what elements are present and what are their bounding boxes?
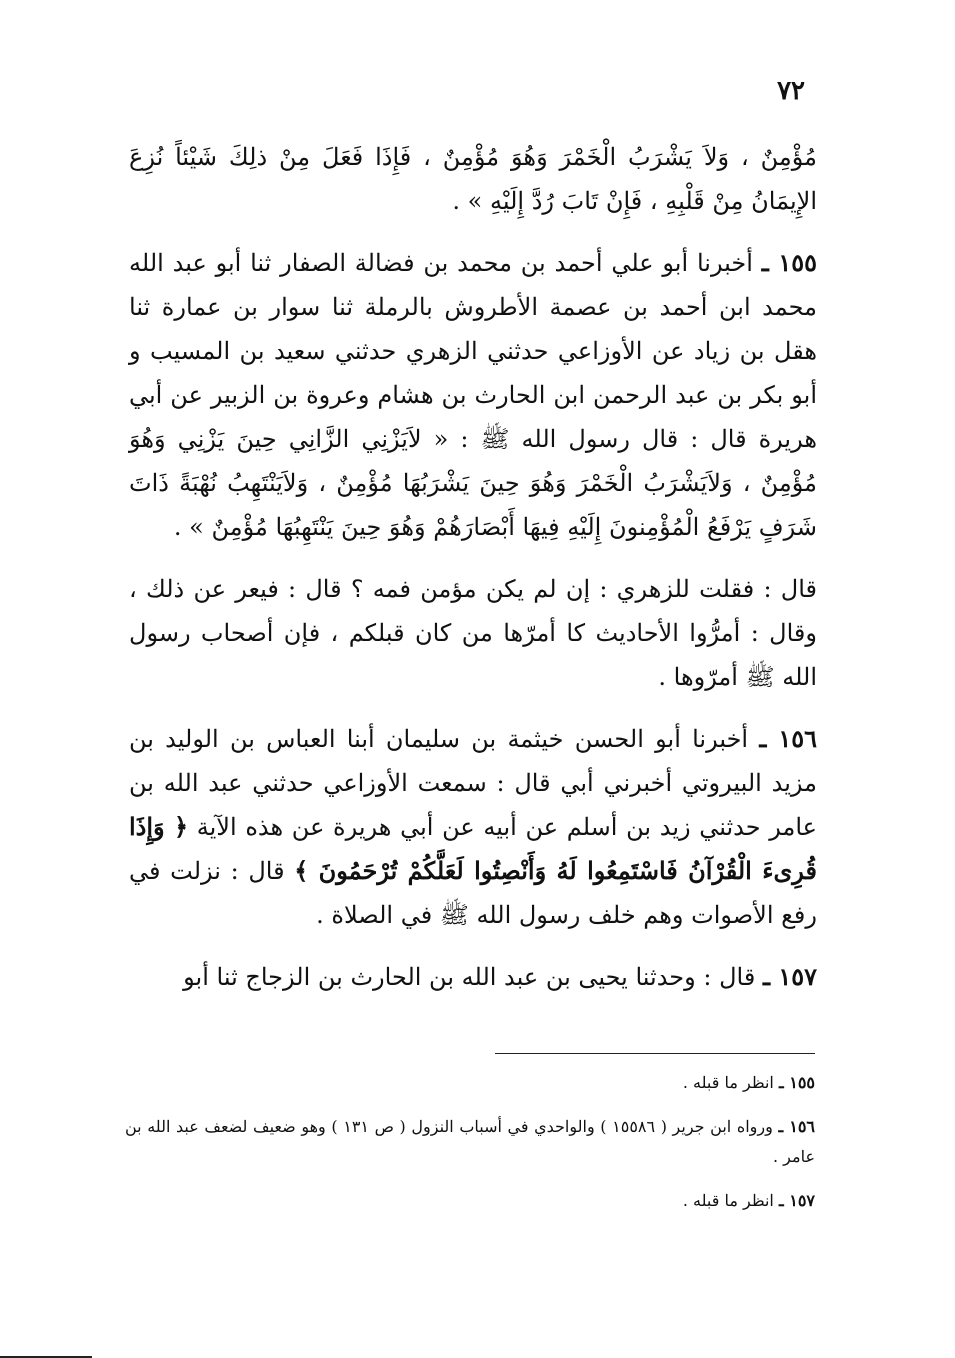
footnote-156	[125, 1112, 815, 1172]
footnote-number: ١٥٦ ـ	[778, 1117, 816, 1136]
paragraph-text: مُؤْمِنٌ ، وَلاَ يَشْرَبُ الْخَمْرَ وَهُوَ مُؤْمِنٌ ، فَإِذَا فَعَلَ مِنْ ذلِكَ شَيْئاً نُزِعَ الإِيمَانُ مِنْ قَلْبِهِ ، فَإِنْ تَابَ رُدَّ إِلَيْهِ » .	[129, 143, 817, 215]
footnote-number: ١٥٥ ـ	[778, 1073, 815, 1092]
quran-verse: ﴿ وَإِذَا قُرِىءَ الْقُرْآنُ فَاسْتَمِعُوا لَهُ وَأَنْصِتُوا لَعَلَّكُمْ تُرْحَمُونَ ﴾	[129, 812, 817, 885]
hadith-155	[129, 241, 817, 549]
hadith-156	[129, 717, 817, 937]
footnote-155	[125, 1068, 815, 1098]
main-text	[129, 135, 817, 1017]
paragraph-text: قال : وحدثنا يحيى بن عبد الله بن الحارث بن الزجاج ثنا أبو	[183, 963, 756, 991]
paragraph-zuhri	[129, 567, 817, 699]
hadith-157	[129, 955, 817, 999]
paragraph-continuation	[129, 135, 817, 223]
footnote-157	[125, 1186, 815, 1216]
hadith-number: ١٥٦ ـ	[759, 724, 817, 753]
hadith-number: ١٥٧ ـ	[762, 962, 817, 991]
footnote-divider	[495, 1053, 815, 1054]
footnote-text: ورواه ابن جرير ( ١٥٥٨٦ ) والواحدي في أسباب النزول ( ص ١٣١ ) وهو ضعيف لضعف عبد الله بن عامر .	[125, 1117, 815, 1166]
page-number: ٧٢	[777, 76, 805, 106]
paragraph-text: أخبرنا أبو الحسن خيثمة بن سليمان أبنا العباس بن الوليد بن مزيد البيروتي أخبرني أبي قال : سمعت الأوزاعي حدثني عبد الله بن عامر حدثني زيد بن أسلم عن أبيه عن أبي هريرة عن هذه الآية	[129, 725, 818, 841]
paragraph-text: أخبرنا أبو علي أحمد بن محمد بن فضالة الصفار ثنا أبو عبد الله محمد ابن أحمد بن عصمة الأطروش بالرملة ثنا سوار بن عمارة ثنا هقل بن زياد عن الأوزاعي حدثني الزهري حدثني سعيد بن المسيب و أبو بكر بن عبد الرحمن ابن الحارث بن هشام وعروة بن الزبير عن أبي هريرة قال : قال رسول الله ﷺ : « لاَيَزْنِي الزَّانِي حِينَ يَزْنِي وَهُوَ مُؤْمِنٌ ، وَلاَيَشْرَبُ الْخَمْرَ وَهُوَ حِينَ يَشْرَبُهَا مُؤْمِنٌ ، وَلاَيَنْتَهِبُ نُهْبَةً ذَاتَ شَرَفٍ يَرْفَعُ الْمُؤْمِنونَ إِلَيْهِ فِيهَا أَبْصَارَهُمْ وَهُوَ حِينَ يَنْتَهِبُهَا مُؤْمِنٌ » .	[129, 249, 818, 541]
paragraph-text: قال : فقلت للزهري : إن لم يكن مؤمن فمه ؟ قال : فيعر عن ذلك ، وقال : أمرُّوا الأحاديث كا أمرّها من كان قبلكم ، فإن أصحاب رسول الله ﷺ أمرّوها .	[129, 575, 817, 691]
footnote-text: انظر ما قبله .	[682, 1191, 774, 1210]
hadith-number: ١٥٥ ـ	[761, 248, 817, 277]
footnote-text: انظر ما قبله .	[682, 1073, 774, 1092]
footnote-number: ١٥٧ ـ	[778, 1191, 815, 1210]
paragraph-text-after: قال : نزلت في رفع الأصوات وهم خلف رسول الله ﷺ في الصلاة .	[129, 857, 817, 929]
footnotes	[125, 1068, 815, 1230]
